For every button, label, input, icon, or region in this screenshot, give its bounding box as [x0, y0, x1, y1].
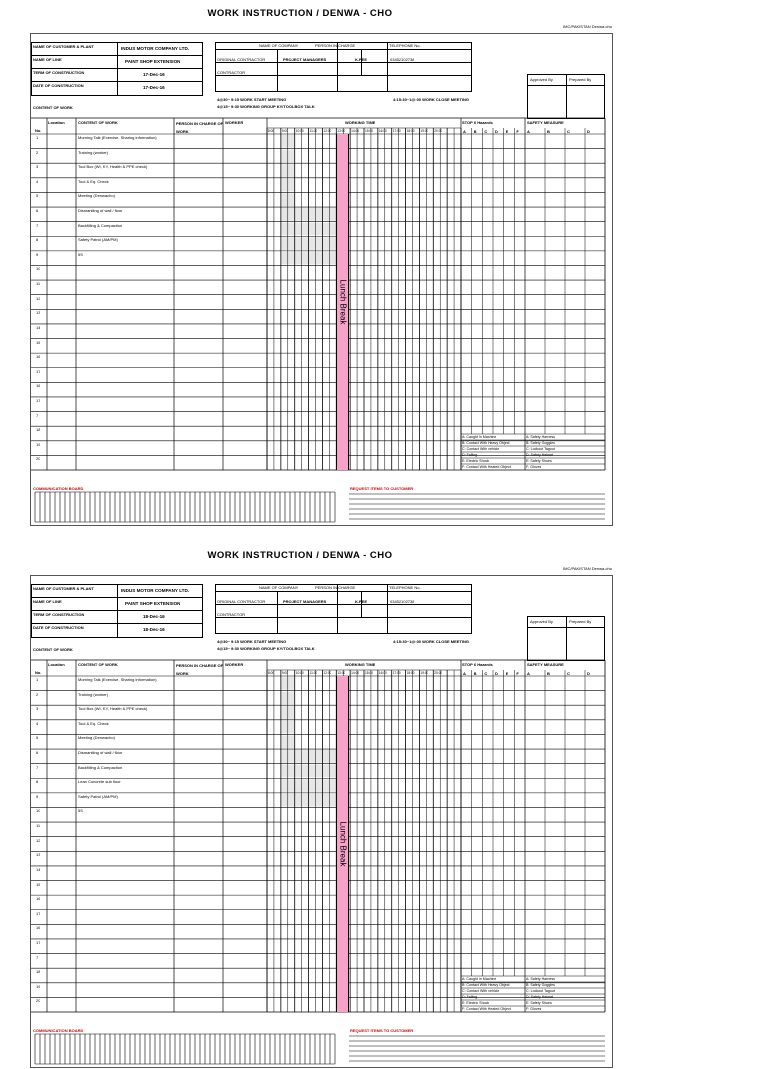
row-number: 16: [36, 925, 41, 931]
time-label: 19:00: [420, 670, 429, 675]
row-number: 19: [36, 441, 41, 447]
prepared-by-label: Prepared By: [569, 77, 592, 82]
row-number: 15: [36, 881, 41, 887]
value-line: PAINT SHOP EXTENSION: [125, 601, 181, 606]
row-number: 19: [36, 983, 41, 989]
label-content-of-work: CONTENT OF WORK: [33, 647, 73, 652]
safety-legend-item: C: Lockout Tagout: [526, 446, 555, 451]
row-number: 14: [36, 866, 41, 872]
header-location: Location: [48, 120, 65, 125]
header-no: No.: [35, 128, 42, 133]
label-customer: NAME OF CUSTOMER & PLANT: [33, 586, 94, 591]
meeting-toolbox: 4@15~ 9:30 WORKING GROUP KY/TOOLBOX TALK: [217, 646, 315, 651]
page-title: WORK INSTRUCTION / DENWA - CHO: [207, 550, 393, 561]
company-header-name: NAME OF COMPANY: [259, 43, 299, 48]
label-date: DATE OF CONSTRUCTION: [33, 625, 84, 630]
row-number: 12: [36, 837, 41, 843]
safety-legend-item: B: Safety Goggles: [526, 440, 555, 445]
time-label: 14:00: [351, 128, 360, 133]
row-number: 13: [36, 310, 41, 316]
row-content: Training (worker): [78, 691, 109, 697]
hazard-legend-item: E: Electric Shock: [462, 1000, 490, 1005]
row-number: 14: [36, 324, 41, 330]
safety-letter: B: [547, 128, 550, 134]
row-content: Dismantling of wall / floor: [78, 208, 123, 214]
row-number: 20: [36, 456, 41, 462]
header-content: CONTENT OF WORK: [78, 120, 118, 125]
row-number: 20: [36, 998, 41, 1004]
safety-letter: D: [587, 128, 590, 134]
hazard-legend-item: F: Contact With Heated Object: [462, 1006, 511, 1011]
hazard-letter: F: [516, 128, 519, 134]
page-title: WORK INSTRUCTION / DENWA - CHO: [207, 8, 393, 19]
safety-legend-item: F: Gloves: [526, 464, 542, 469]
time-label: 11:00: [309, 670, 318, 675]
lunch-break-label: Lunch Break: [338, 279, 348, 325]
lunch-break-band: [336, 134, 349, 470]
header-content: CONTENT OF WORK: [78, 662, 118, 667]
row-content: Morning Talk (Exercise, Sharing information): [78, 677, 157, 682]
row-content: Meeting (Denwacho): [78, 735, 115, 741]
time-label: 12:00: [323, 128, 332, 133]
company-header-phone: TELEPHONE No.: [389, 43, 421, 48]
row-number: 18: [36, 427, 41, 433]
time-label: 9:00: [281, 128, 289, 133]
row-number: 10: [36, 266, 41, 272]
time-label: 18:00: [406, 128, 415, 133]
row-number: 16: [36, 354, 41, 360]
header-person-in-charge: PERSON IN CHARGE OF WORK: [176, 121, 224, 134]
value-customer: INDUS MOTOR COMPANY LTD.: [121, 588, 190, 593]
row-number: 17: [36, 368, 41, 374]
time-label: 20:00: [434, 670, 443, 675]
label-line: NAME OF LINE: [33, 57, 62, 62]
row-content: Backfilling & Compaction: [78, 764, 123, 770]
row-number: 3: [36, 706, 39, 712]
row-number: 4: [36, 178, 39, 184]
lunch-break-label: Lunch Break: [338, 821, 348, 867]
value-term: 17-Dec-16: [143, 72, 165, 77]
work-instruction-form: [30, 33, 613, 526]
safety-legend-item: B: Safety Goggles: [526, 982, 555, 987]
hazard-letter: A: [463, 670, 466, 676]
row-number: 5: [36, 193, 39, 199]
safety-letter: A: [527, 128, 530, 134]
row-number: 6: [36, 208, 39, 214]
time-label: 10:00: [295, 670, 304, 675]
hazard-legend-item: D: Falling: [462, 452, 478, 457]
original-contractor-label: ORIGINAL CONTRACTOR: [217, 599, 266, 604]
request-items-label: REQUEST ITEMS TO CUSTOMER: [350, 1028, 414, 1033]
time-label: 13:00: [337, 670, 346, 675]
time-label: 18:00: [406, 670, 415, 675]
approved-by-label: Approved By: [530, 619, 553, 624]
row-content: Backfilling & Compaction: [78, 222, 123, 228]
value-customer: INDUS MOTOR COMPANY LTD.: [121, 46, 190, 51]
original-contractor-label: ORIGINAL CONTRACTOR: [217, 57, 266, 62]
row-number: 10: [36, 808, 41, 814]
header-worker: WORKER: [225, 120, 244, 125]
header-stop-hazards: STOP 6 Hazards: [462, 120, 493, 125]
row-number: 16: [36, 896, 41, 902]
work-instruction-form: [30, 575, 613, 1068]
hazard-letter: C: [484, 670, 488, 676]
safety-letter: A: [527, 670, 530, 676]
safety-legend-item: A: Safety Harness: [526, 976, 555, 981]
meeting-start: 4@30~ 9:15 WORK START MEETING: [217, 639, 287, 644]
meeting-toolbox: 4@15~ 9:30 WORKING GROUP KY/TOOLBOX TALK: [217, 104, 315, 109]
contractor-label: CONTRACTOR: [217, 612, 246, 617]
row-number: 17: [36, 939, 41, 945]
hazard-legend-item: D: Falling: [462, 994, 478, 999]
value-term: 18-Dec-16: [143, 614, 165, 619]
time-label: 14:00: [351, 670, 360, 675]
safety-letter: B: [547, 670, 550, 676]
approved-by-label: Approved By: [530, 77, 553, 82]
row-number: 12: [36, 295, 41, 301]
hazard-letter: B: [473, 670, 477, 676]
header-location: Location: [48, 662, 65, 667]
value-date: 17-Dec-16: [143, 85, 165, 90]
hazard-legend-item: B: Contact With Heavy Object: [462, 440, 510, 445]
row-number: 6: [36, 750, 39, 756]
hazard-legend-item: A: Caught in Machine: [462, 976, 497, 981]
row-number: 7: [36, 412, 39, 418]
original-contractor-company: PROJECT MANAGERS: [283, 599, 327, 604]
header-no: No.: [35, 670, 42, 675]
row-content: Safety Patrol (AM/PM): [78, 237, 118, 243]
row-number: 15: [36, 339, 41, 345]
company-header-person: PERSON IN CHARGE: [315, 585, 356, 590]
header-worker: WORKER: [225, 662, 244, 667]
meeting-close: 4:15:30~1@:00 WORK CLOSE MEETING: [393, 639, 470, 644]
time-label: 8:00: [268, 128, 275, 133]
time-label: 15:00: [365, 128, 373, 133]
row-number: 3: [36, 164, 39, 170]
row-number: 17: [36, 910, 41, 916]
safety-legend-item: F: Gloves: [526, 1006, 542, 1011]
row-number: 18: [36, 969, 41, 975]
row-number: 2: [36, 691, 39, 697]
row-content: Meeting (Denwacho): [78, 193, 115, 199]
row-content: 5S: [78, 251, 83, 257]
time-label: 9:00: [281, 670, 289, 675]
row-number: 16: [36, 383, 41, 389]
hazard-legend-item: C: Contact With vehicle: [462, 988, 500, 993]
time-label: 11:00: [309, 128, 318, 133]
time-label: 8:00: [268, 670, 275, 675]
company-header-person: PERSON IN CHARGE: [315, 43, 356, 48]
original-contractor-company: PROJECT MANAGERS: [283, 57, 327, 62]
meeting-close: 4:15:30~1@:00 WORK CLOSE MEETING: [393, 97, 470, 102]
original-contractor-phone: 03452102738: [390, 599, 415, 604]
header-stop-hazards: STOP 6 Hazards: [462, 662, 493, 667]
original-contractor-person: K.PEE: [355, 599, 368, 604]
label-content-of-work: CONTENT OF WORK: [33, 105, 73, 110]
time-label: 15:00: [365, 670, 373, 675]
label-term: TERM OF CONSTRUCTION: [33, 70, 85, 75]
row-number: 8: [36, 779, 39, 785]
hazard-legend-item: A: Caught in Machine: [462, 434, 497, 439]
row-content: Dismantling of wall / floor: [78, 750, 123, 756]
time-label: 13:00: [337, 128, 346, 133]
hazard-letter: D: [495, 670, 498, 676]
request-items-label: REQUEST ITEMS TO CUSTOMER: [350, 486, 414, 491]
row-number: 11: [36, 823, 41, 829]
header-working-time: WORKING TIME: [345, 120, 376, 125]
time-label: 17:00: [392, 670, 401, 675]
label-date: DATE OF CONSTRUCTION: [33, 83, 84, 88]
safety-letter: C: [567, 670, 570, 676]
label-line: NAME OF LINE: [33, 599, 62, 604]
company-header-name: NAME OF COMPANY: [259, 585, 299, 590]
safety-legend-item: D: Safety Helmet: [526, 452, 554, 457]
row-number: 1: [36, 677, 39, 682]
hazard-legend-item: B: Contact With Heavy Object: [462, 982, 510, 987]
row-number: 13: [36, 852, 41, 858]
time-label: 12:00: [323, 670, 332, 675]
communication-board-label: COMMUNICATION BOARD: [33, 486, 84, 491]
hazard-letter: C: [484, 128, 488, 134]
row-number: 5: [36, 735, 39, 741]
row-number: 9: [36, 793, 39, 799]
meeting-start: 4@30~ 9:15 WORK START MEETING: [217, 97, 287, 102]
work-instruction-page: [0, 542, 768, 1054]
row-content: 5S: [78, 808, 83, 814]
row-number: 7: [36, 764, 39, 770]
prepared-by-label: Prepared By: [569, 619, 592, 624]
row-number: 7: [36, 222, 39, 228]
label-customer: NAME OF CUSTOMER & PLANT: [33, 44, 94, 49]
hazard-letter: E: [505, 128, 509, 134]
hazard-legend-item: C: Contact With vehicle: [462, 446, 500, 451]
row-content: Safety Patrol (AM/PM): [78, 793, 118, 799]
row-content: Training (worker): [78, 149, 109, 155]
row-number: 7: [36, 954, 39, 960]
safety-legend-item: E: Safety Shoes: [526, 1000, 552, 1005]
corner-code: IMC/PAKISTAN Denwa-cho: [563, 566, 612, 571]
row-content: Lean Concrete sub floor: [78, 779, 121, 785]
row-number: 2: [36, 149, 39, 155]
safety-legend-item: A: Safety Harness: [526, 434, 555, 439]
header-person-in-charge: PERSON IN CHARGE OF WORK: [176, 663, 224, 676]
row-content: Tool Box (WI, KY, Health & PPE check): [78, 164, 148, 170]
row-number: 11: [36, 281, 41, 287]
safety-letter: C: [567, 128, 570, 134]
hazard-letter: E: [505, 670, 509, 676]
original-contractor-person: K.PEE: [355, 57, 368, 62]
hazard-legend-item: F: Contact With Heated Object: [462, 464, 511, 469]
hazard-letter: F: [516, 670, 519, 676]
header-working-time: WORKING TIME: [345, 662, 376, 667]
row-content: Tool Box (WI, KY, Health & PPE check): [78, 706, 148, 712]
work-instruction-page: [0, 0, 768, 512]
safety-legend-item: C: Lockout Tagout: [526, 988, 555, 993]
time-label: 20:00: [434, 128, 443, 133]
safety-letter: D: [587, 670, 590, 676]
contractor-label: CONTRACTOR: [217, 70, 246, 75]
time-label: 16:00: [378, 128, 387, 133]
lunch-break-band: [336, 676, 349, 1012]
time-label: 17:00: [392, 128, 401, 133]
value-date: 18-Dec-16: [143, 627, 165, 632]
hazard-legend-item: E: Electric Shock: [462, 458, 490, 463]
time-label: 10:00: [295, 128, 304, 133]
header-safety-measure: SAFETY MEASURE: [527, 120, 564, 125]
row-content: Tool & Eq. Check: [78, 720, 109, 726]
communication-board-label: COMMUNICATION BOARD: [33, 1028, 84, 1033]
row-number: 1: [36, 135, 39, 140]
time-label: 16:00: [378, 670, 387, 675]
value-line: PAINT SHOP EXTENSION: [125, 59, 181, 64]
row-number: 8: [36, 237, 39, 243]
hazard-letter: B: [473, 128, 477, 134]
hazard-letter: D: [495, 128, 498, 134]
row-number: 9: [36, 251, 39, 257]
safety-legend-item: E: Safety Shoes: [526, 458, 552, 463]
row-number: 17: [36, 397, 41, 403]
header-safety-measure: SAFETY MEASURE: [527, 662, 564, 667]
row-number: 4: [36, 720, 39, 726]
row-content: Tool & Eq. Check: [78, 178, 109, 184]
label-term: TERM OF CONSTRUCTION: [33, 612, 85, 617]
original-contractor-phone: 03452102738: [390, 57, 415, 62]
safety-legend-item: D: Safety Helmet: [526, 994, 554, 999]
time-label: 19:00: [420, 128, 429, 133]
row-content: Morning Talk (Exercise, Sharing information): [78, 135, 157, 140]
hazard-letter: A: [463, 128, 466, 134]
corner-code: IMC/PAKISTAN Denwa-cho: [563, 24, 612, 29]
company-header-phone: TELEPHONE No.: [389, 585, 421, 590]
